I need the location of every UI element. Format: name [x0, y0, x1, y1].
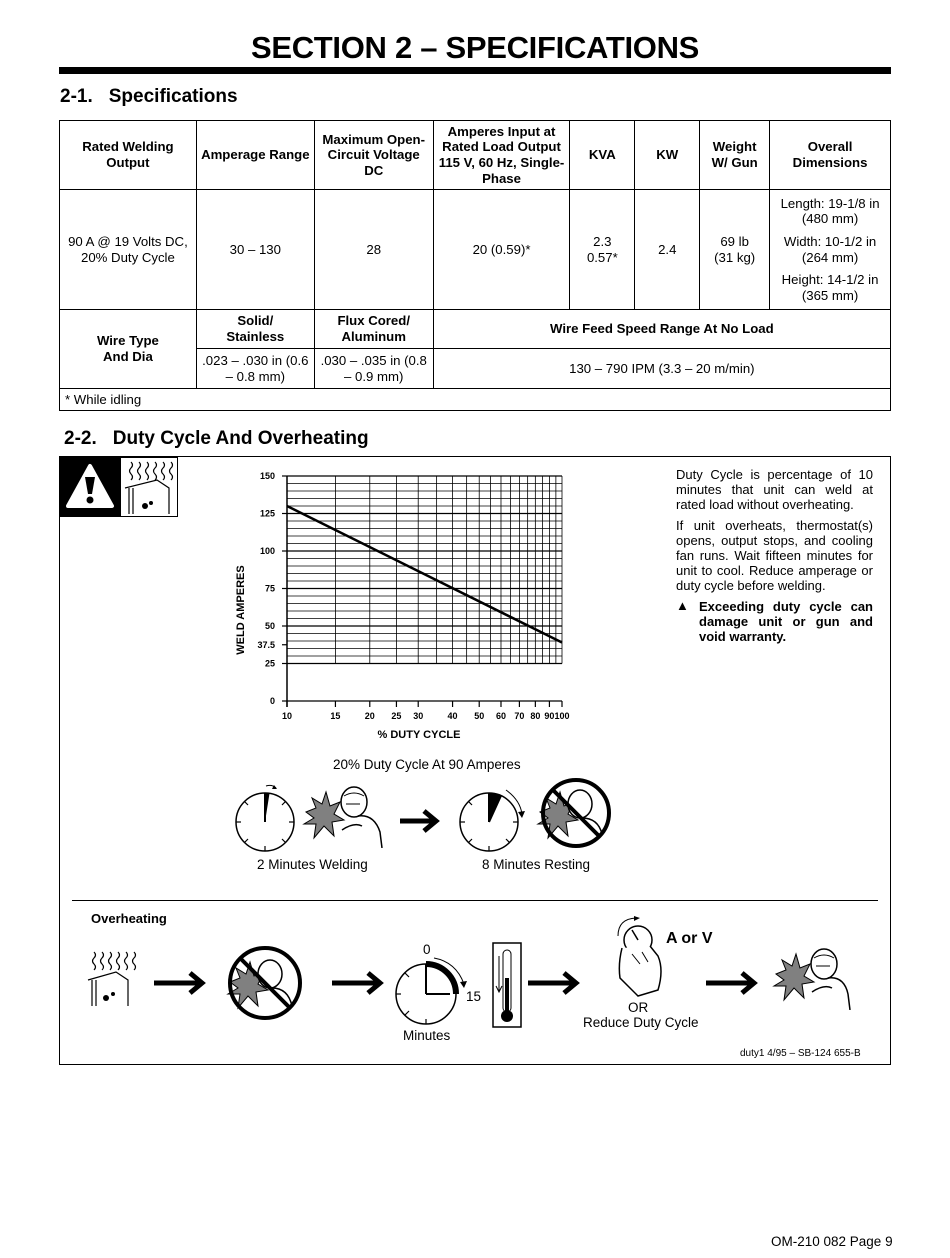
chart-x-tick-label: 10: [281, 711, 293, 721]
page-footer: OM-210 082 Page 9: [771, 1234, 893, 1249]
cell-kva: 2.3 0.57*: [570, 190, 635, 310]
chart-x-tick-label: 90: [544, 711, 555, 721]
chart-x-tick-label: 60: [495, 711, 506, 721]
example-title: 20% Duty Cycle At 90 Amperes: [333, 757, 521, 772]
no-welding-icon: [536, 778, 614, 848]
cell-kw: 2.4: [635, 190, 700, 310]
chart-x-tick-label: 70: [514, 711, 525, 721]
timer-fifteen: 15: [466, 989, 482, 1004]
footnote-row: [60, 389, 891, 411]
dimension-height: Height: 14-1/2 in (365 mm): [781, 272, 879, 303]
dimension-length: Length: 19-1/8 in (480 mm): [780, 195, 880, 227]
section-rule: [59, 67, 891, 74]
heat-waves-icon: [86, 950, 138, 1008]
minutes-label: Minutes: [403, 1028, 451, 1043]
a-or-v-label: A or V: [666, 930, 713, 947]
duty-heading: [64, 428, 369, 450]
chart-y-axis-label: WELD AMPERES: [235, 565, 247, 655]
chart-y-tick-label: 25: [264, 658, 275, 669]
chart-x-tick-label: 30: [413, 711, 424, 721]
arrow-right-icon: [526, 970, 582, 996]
header-dimensions: Overall Dimensions: [770, 121, 891, 190]
chart-y-tick-label: 125: [259, 508, 275, 519]
divider: [72, 900, 878, 901]
welder-icon: [772, 944, 852, 1010]
duty-paragraph-2: If unit overheats, thermostat(s) opens, output stops, and cooling fan runs. Wait fifteen minutes for unit to cool. Reduce amperage or duty cycle before welding.: [676, 518, 873, 593]
duty-warning: Exceeding duty cycle can damage unit or gun and void warranty.: [699, 599, 873, 644]
header-solid-stainless: Solid/ Stainless: [196, 310, 314, 349]
chart-y-tick-label: 75: [264, 583, 275, 594]
overheating-label: Overheating: [91, 911, 167, 926]
header-amperage-range: Amperage Range: [196, 121, 314, 190]
duty-paragraph-1: Duty Cycle is percentage of 10 minutes that unit can weld at rated load without overheating.: [676, 467, 873, 512]
chart-x-tick-label: 100: [554, 711, 570, 721]
clock-icon: [232, 782, 298, 854]
chart-x-axis-label: % DUTY CYCLE: [377, 729, 461, 741]
duty-cycle-chart: [222, 466, 588, 748]
spec-heading-title: Specifications: [108, 86, 238, 107]
cell-weight: 69 lb (31 kg): [700, 190, 770, 310]
chart-grid: [287, 476, 562, 707]
spec-table: [59, 120, 891, 411]
knob-hand-icon: [612, 916, 668, 998]
cell-rated-output: 90 A @ 19 Volts DC, 20% Duty Cycle: [60, 190, 197, 310]
heat-waves-icon: [120, 457, 178, 517]
spec-heading: [60, 86, 238, 108]
chart-x-tick-label: 20: [364, 711, 375, 721]
clock-icon: [456, 782, 530, 854]
chart-y-tick-label: 50: [264, 621, 275, 631]
cell-flux-value: .030 – .035 in (0.8 – 0.9 mm): [314, 349, 433, 389]
chart-x-tick-label: 40: [447, 711, 458, 721]
figure-reference: duty1 4/95 – SB-124 655-B: [740, 1048, 861, 1059]
reduce-duty-cycle-label: Reduce Duty Cycle: [583, 1015, 699, 1030]
chart-x-tick-label: 15: [330, 711, 341, 721]
header-rated-output: Rated Welding Output: [60, 121, 197, 190]
chart-series-line: [287, 506, 562, 643]
arrow-right-icon: [152, 970, 208, 996]
dimension-width: Width: 10-1/2 in (264 mm): [783, 233, 877, 265]
footnote: * While idling: [60, 389, 891, 411]
no-welding-icon: [226, 944, 304, 1022]
chart-y-tick-label: 150: [259, 471, 275, 481]
duty-heading-title: Duty Cycle And Overheating: [112, 428, 369, 449]
cell-wire-type: Wire Type And Dia: [60, 310, 197, 389]
chart-y-tick-label: 37.5: [257, 639, 275, 650]
chart-y-tick-label: 100: [259, 546, 275, 556]
chart-x-tick-label: 50: [474, 711, 485, 721]
spec-value-row: [60, 190, 891, 310]
resting-label: 8 Minutes Resting: [482, 857, 591, 872]
arrow-right-icon: [330, 970, 386, 996]
chart-x-ticks: [282, 701, 570, 721]
timer-zero: 0: [423, 942, 431, 957]
header-kw: KW: [635, 121, 700, 190]
or-label: OR: [628, 1000, 649, 1015]
cell-ocv: 28: [314, 190, 433, 310]
duty-heading-number: 2-2.: [64, 428, 97, 449]
warning-triangle-icon: ▲: [676, 598, 689, 613]
chart-x-tick-label: 25: [391, 711, 402, 721]
spec-heading-number: 2-1.: [60, 86, 93, 107]
arrow-right-icon: [398, 808, 442, 834]
cell-solid-value: .023 – .030 in (0.6 – 0.8 mm): [196, 349, 314, 389]
header-weight: Weight W/ Gun: [700, 121, 770, 190]
header-wire-feed-speed: Wire Feed Speed Range At No Load: [433, 310, 890, 349]
cell-dimensions: [770, 190, 891, 310]
wire-header-row: [60, 310, 891, 349]
header-kva: KVA: [570, 121, 635, 190]
thermometer-icon: [492, 942, 522, 1028]
header-ocv: Maximum Open-Circuit Voltage DC: [314, 121, 433, 190]
welder-icon: [302, 782, 384, 848]
spec-header-row: [60, 121, 891, 190]
header-flux-aluminum: Flux Cored/ Aluminum: [314, 310, 433, 349]
cell-amperage-range: 30 – 130: [196, 190, 314, 310]
chart-y-tick-label: 0: [269, 696, 275, 706]
welding-label: 2 Minutes Welding: [257, 857, 368, 872]
chart-series: [287, 506, 562, 643]
section-title: SECTION 2 – SPECIFICATIONS: [250, 30, 700, 65]
chart-y-ticks: [257, 471, 287, 706]
cell-amperes-input: 20 (0.59)*: [433, 190, 570, 310]
cell-wfs-value: 130 – 790 IPM (3.3 – 20 m/min): [433, 349, 890, 389]
header-amperes-input: Amperes Input at Rated Load Output 115 V, 60 Hz, Single-Phase: [433, 121, 570, 190]
arrow-right-icon: [704, 970, 760, 996]
chart-x-tick-label: 80: [530, 711, 541, 721]
warning-icon: [60, 457, 120, 517]
